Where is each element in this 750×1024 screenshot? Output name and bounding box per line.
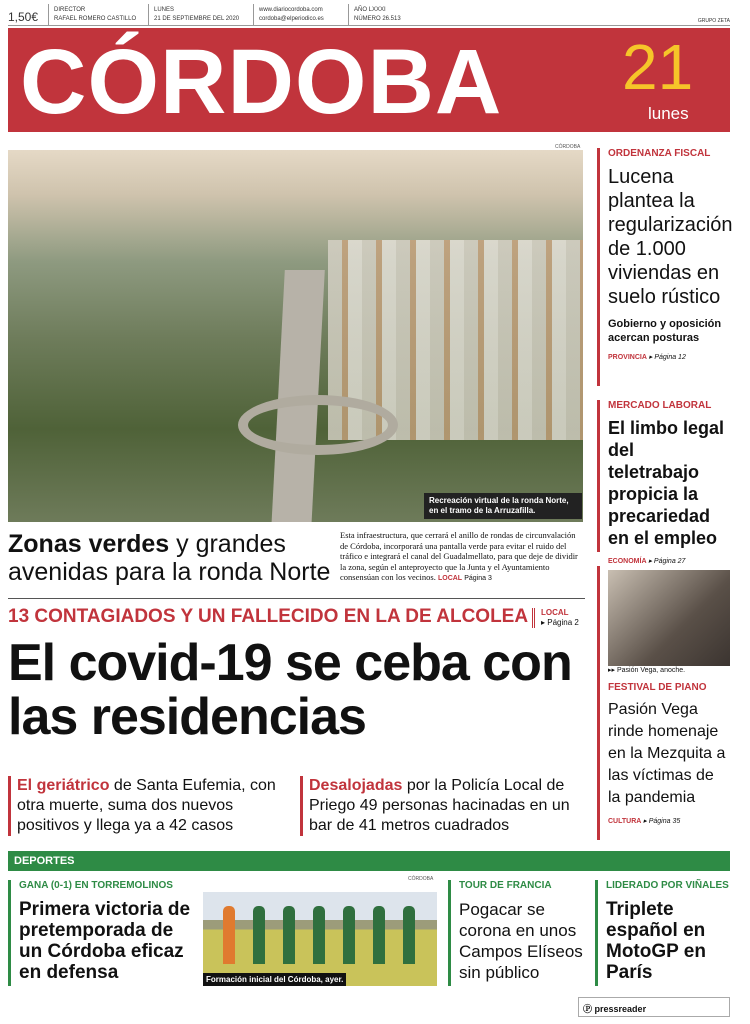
section-label: ORDENANZA FISCAL [608, 148, 711, 159]
page-ref: ▸ Página 35 [643, 818, 681, 825]
section-ref: LOCAL [541, 608, 569, 617]
issue-number: NÚMERO 26.513 [354, 16, 401, 22]
newspaper-logo: CÓRDOBA [20, 31, 503, 133]
website[interactable]: www.diariocordoba.com [259, 7, 323, 13]
section-ref: ECONOMÍA [608, 558, 647, 565]
date: 21 DE SEPTIEMBRE DEL 2020 [154, 16, 240, 22]
right-story-2[interactable] [597, 400, 730, 565]
sub-bold: El geriátrico [17, 777, 110, 794]
photo-caption: Recreación virtual de la ronda Norte, en el tramo de la Arruzafilla. [424, 493, 582, 519]
story-headline: Lucena plantea la regularización de 1.000 viviendas en suelo rústico [608, 166, 733, 308]
page-ref[interactable]: Página 3 [464, 575, 492, 583]
sub-rest: de Santa Eufemia, con otra muerte, suma dos nuevos positivos y llega ya a 42 casos [17, 777, 276, 834]
story-headline: Pasión Vega rinde homenaje en la Mezquita a las víctimas de la pandemia [608, 701, 726, 806]
email[interactable]: cordoba@elperiodico.es [259, 16, 324, 22]
main-headline[interactable]: El covid-19 se ceba con las residencias [8, 634, 572, 746]
sports-section-bar: DEPORTES [8, 851, 730, 871]
group-logo: GRUPO ZETA [697, 18, 730, 24]
pasion-vega-photo [608, 570, 730, 666]
photo-credit: CÓRDOBA [555, 144, 581, 150]
sports-story-2[interactable] [448, 880, 583, 986]
weekday: LUNES [154, 7, 175, 13]
section-ref[interactable]: LOCAL [437, 575, 463, 583]
director: RAFAEL ROMERO CASTILLO [54, 16, 137, 22]
story-headline: El limbo legal del teletrabajo propicia la precariedad en el empleo [608, 418, 725, 548]
sports-story-1[interactable] [8, 880, 198, 986]
pressreader-label: pressreader [594, 1004, 647, 1014]
section-ref: CULTURA [608, 818, 642, 825]
story-kicker: GANA (0-1) EN TORREMOLINOS [19, 880, 173, 891]
story-kicker: TOUR DE FRANCIA [459, 880, 552, 891]
page-ref: ▸ Página 2 [541, 618, 579, 627]
top-info-bar [8, 4, 730, 26]
price: 1,50€ [8, 10, 39, 24]
section-ref: PROVINCIA [608, 354, 647, 361]
story-headline: Triplete español en MotoGP en París [606, 899, 706, 983]
photo-credit: CÓRDOBA [408, 876, 434, 882]
story-headline: Pogacar se corona en unos Campos Elíseos sin público [459, 900, 583, 982]
story-headline: Primera victoria de pretemporada de un Córdoba eficaz en defensa [19, 899, 191, 983]
day-name: lunes [648, 104, 689, 123]
sports-story-3[interactable] [595, 880, 730, 986]
main-ref[interactable] [532, 608, 579, 628]
sub-bold: Desalojadas [309, 777, 403, 794]
story-kicker: LIDERADO POR VIÑALES [606, 880, 729, 891]
headline-bold: Zonas verdes [8, 530, 170, 558]
team-photo [203, 892, 437, 986]
story-subhead: Gobierno y oposición acercan posturas [608, 318, 722, 344]
director-label: DIRECTOR [54, 7, 86, 13]
lead-headline[interactable] [8, 530, 338, 586]
main-subhead-2[interactable] [300, 776, 585, 836]
main-kicker: 13 CONTAGIADOS Y UN FALLECIDO EN LA DE ALCOLEA [8, 606, 529, 627]
lead-body [340, 530, 583, 585]
day-number: 21 [622, 31, 694, 103]
section-label: FESTIVAL DE PIANO [608, 682, 707, 693]
photo-caption: Formación inicial del Córdoba, ayer. [203, 973, 346, 986]
lead-photo [8, 150, 583, 522]
main-subhead-1[interactable] [8, 776, 293, 836]
pressreader-badge[interactable] [578, 997, 730, 1017]
year: AÑO LXXXI [354, 7, 386, 13]
page-ref: ▸ Página 12 [648, 354, 686, 361]
sub-rest: por la Policía Local de Priego 49 personas hacinadas en un bar de 41 metros cuadrados [309, 777, 570, 834]
photo-caption: ▸▸ Pasión Vega, anoche. [608, 667, 686, 674]
headline-rest: y grandes avenidas para la ronda Norte [8, 530, 331, 586]
section-label: MERCADO LABORAL [608, 400, 712, 411]
pressreader-icon: Ⓟ [583, 1004, 593, 1014]
page-ref: ▸ Página 27 [648, 558, 686, 565]
right-story-1[interactable] [597, 148, 733, 386]
body-text: Esta infraestructura, que cerrará el anillo de rondas de circunvalación de Córdoba, incorporará una pantalla verde para evitar el ruido del tráfico e integrará el canal del Guadalmellato, para que deje de dividir la zona, según el anteproyecto que la Junta y el Ayuntamiento consensúan con los vecinos. [340, 530, 578, 583]
